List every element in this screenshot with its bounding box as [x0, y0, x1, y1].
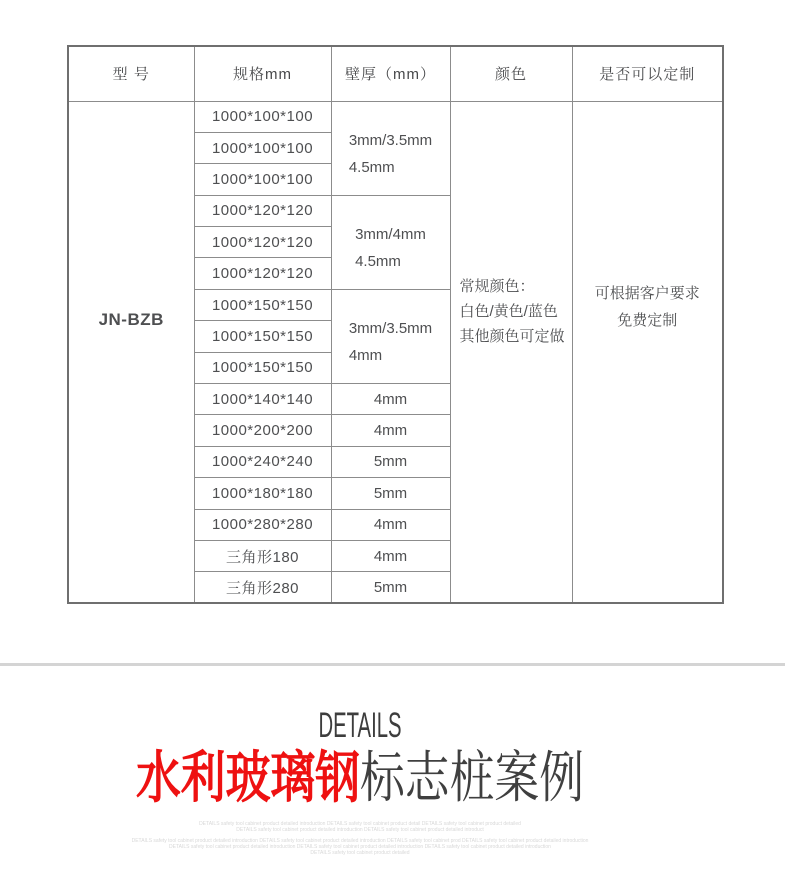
thickness-cell: 5mm	[331, 446, 450, 477]
spec-cell: 1000*200*200	[194, 415, 331, 446]
watermark-line: DETAILS safety tool cabinet product detailed introduction DETAILS safety tool cabinet product detail DETAILS safety tool cabinet product detailed	[199, 821, 521, 827]
column-header-spec: 规格mm	[194, 46, 331, 101]
column-header-color: 颜色	[450, 46, 572, 101]
spec-cell: 1000*100*100	[194, 101, 331, 132]
thickness-line: 3mm/4mm	[355, 226, 426, 244]
spec-cell: 1000*180*180	[194, 478, 331, 509]
thickness-line: 4mm	[348, 347, 383, 365]
customizable-line: 免费定制	[617, 311, 678, 329]
watermark-line: DETAILS safety tool cabinet product detailed	[310, 850, 410, 856]
details-section	[0, 694, 720, 856]
spec-cell: 1000*100*100	[194, 164, 331, 195]
spec-cell: 1000*240*240	[194, 446, 331, 477]
header-row	[68, 46, 723, 101]
spec-table	[67, 45, 724, 604]
thickness-line: 3mm/3.5mm	[348, 132, 433, 150]
watermark-line: DETAILS safety tool cabinet product detailed introduction DETAILS safety tool cabinet product detailed introduction DETAILS safety tool cabinet product detailed introduction	[169, 844, 551, 850]
thickness-cell	[331, 101, 450, 195]
spec-cell: 1000*150*150	[194, 352, 331, 383]
spec-table-head	[68, 46, 723, 101]
thickness-cell	[331, 195, 450, 289]
thickness-line: 4.5mm	[348, 159, 395, 177]
thickness-lines	[349, 127, 432, 181]
spec-cell: 1000*120*120	[194, 195, 331, 226]
thickness-lines	[355, 221, 426, 275]
color-description	[451, 274, 572, 349]
color-line: 其他颜色可定做	[459, 328, 565, 346]
spec-cell: 1000*100*100	[194, 132, 331, 163]
spec-row	[68, 101, 723, 132]
color-cell	[450, 101, 572, 603]
watermark-line: DETAILS safety tool cabinet product detailed introduction DETAILS safety tool cabinet product detailed introduct	[236, 827, 484, 833]
thickness-cell	[331, 289, 450, 383]
customizable-cell	[572, 101, 723, 603]
section-title	[72, 748, 648, 808]
color-line: 白色/黄色/蓝色	[459, 303, 558, 321]
thickness-cell: 4mm	[331, 384, 450, 415]
customizable-line: 可根据客户要求	[594, 284, 700, 302]
section-divider	[0, 663, 785, 666]
thickness-cell: 4mm	[331, 509, 450, 540]
thickness-line: 4.5mm	[355, 253, 401, 271]
watermark-line: DETAILS safety tool cabinet product detailed introduction DETAILS safety tool cabinet product detailed introduction DETAILS safety tool cabinet prod DETAILS safety tool cabinet product detailed introduction	[131, 838, 589, 844]
color-line: 常规颜色：	[459, 278, 535, 296]
customizable-description	[573, 280, 723, 334]
spec-cell: 三角形280	[194, 572, 331, 603]
details-heading: DETAILS	[318, 706, 402, 745]
thickness-cell: 4mm	[331, 540, 450, 571]
thickness-line: 3mm/3.5mm	[348, 320, 433, 338]
thickness-lines	[349, 315, 432, 369]
watermark-block-2	[0, 838, 720, 856]
column-header-thickness: 壁厚（mm）	[331, 46, 450, 101]
thickness-cell: 5mm	[331, 478, 450, 509]
spec-table-body	[68, 101, 723, 603]
thickness-cell: 5mm	[331, 572, 450, 603]
thickness-cell: 4mm	[331, 415, 450, 446]
section-title-red-part: 水利玻璃钢	[136, 746, 360, 809]
spec-cell: 1000*150*150	[194, 321, 331, 352]
spec-cell: 三角形180	[194, 540, 331, 571]
column-header-model: 型 号	[68, 46, 194, 101]
spec-cell: 1000*150*150	[194, 289, 331, 320]
model-cell	[68, 101, 194, 603]
watermark-block-1	[0, 821, 720, 833]
spec-cell: 1000*120*120	[194, 258, 331, 289]
model-value: JN-BZB	[98, 309, 164, 329]
spec-cell: 1000*280*280	[194, 509, 331, 540]
section-title-dark-part: 标志桩案例	[360, 746, 584, 809]
column-header-customizable: 是否可以定制	[572, 46, 723, 101]
spec-cell: 1000*140*140	[194, 384, 331, 415]
spec-cell: 1000*120*120	[194, 227, 331, 258]
